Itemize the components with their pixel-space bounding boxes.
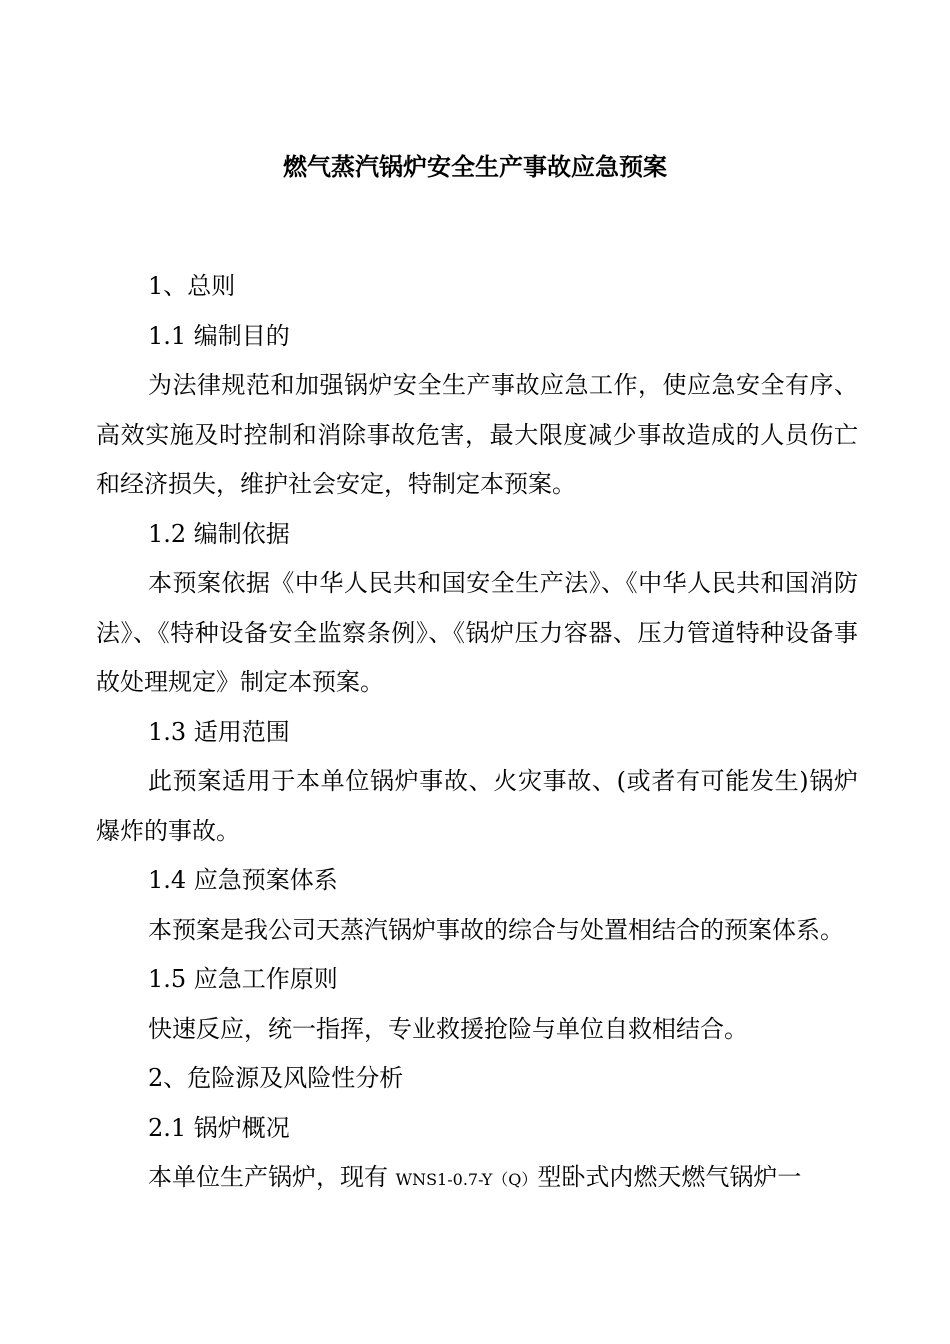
section-1-4-paragraph: 本预案是我公司天蒸汽锅炉事故的综合与处置相结合的预案体系。 <box>148 915 844 944</box>
section-1-2-heading: 1.2 编制依据 <box>148 519 290 548</box>
section-1-1-paragraph: 为法律规范和加强锅炉安全生产事故应急工作，使应急安全有序、高效实施及时控制和消除事故危害，最大限度减少事故造成的人员伤亡和经济损失，维护社会安定，特制定本预案。 <box>96 371 858 498</box>
section-2-1-text-start: 本单位生产锅炉，现有 <box>148 1163 396 1191</box>
section-2-heading: 2、危险源及风险性分析 <box>148 1064 404 1092</box>
section-1-3-paragraph: 此预案适用于本单位锅炉事故、火灾事故、(或者有可能发生)锅炉爆炸的事故。 <box>96 767 858 845</box>
section-1-4-heading: 1.4 应急预案体系 <box>148 866 338 894</box>
boiler-model: WNS1-0.7-Y（Q） <box>395 1170 538 1189</box>
document-body <box>96 262 858 1205</box>
section-1-1-heading: 1.1 编制目的 <box>148 321 290 350</box>
document-title: 燃气蒸汽锅炉安全生产事故应急预案 <box>283 152 667 181</box>
section-2-1-text-end: 型卧式内燃天燃气锅炉一 <box>537 1163 802 1191</box>
section-1-3-heading: 1.3 适用范围 <box>148 717 290 746</box>
section-2-1-paragraph <box>96 1153 858 1205</box>
section-1-heading: 1、总则 <box>148 272 236 300</box>
section-2-1-heading: 2.1 锅炉概况 <box>148 1113 290 1142</box>
section-1-5-heading: 1.5 应急工作原则 <box>148 965 338 993</box>
section-1-2-paragraph: 本预案依据《中华人民共和国安全生产法》、《中华人民共和国消防法》、《特种设备安全监察条例》、《锅炉压力容器、压力管道特种设备事故处理规定》制定本预案。 <box>96 569 858 696</box>
section-1-5-paragraph: 快速反应，统一指挥，专业救援抢险与单位自救相结合。 <box>148 1014 748 1043</box>
